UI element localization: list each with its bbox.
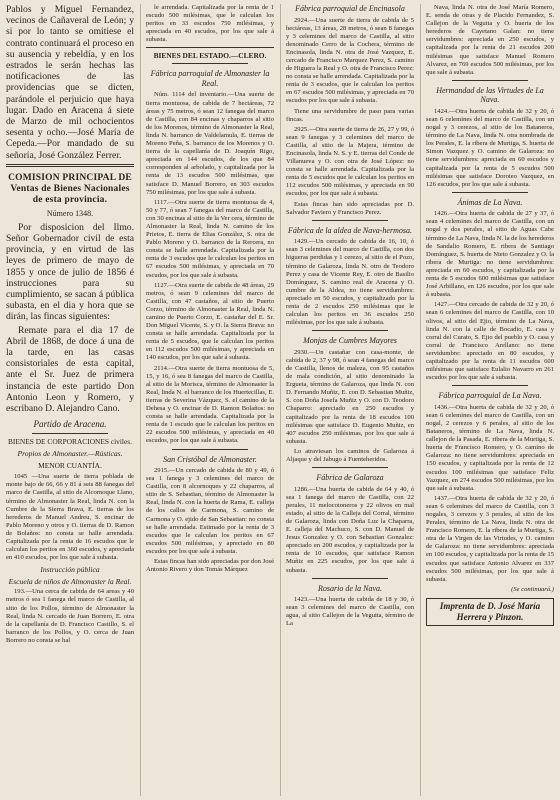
- nava-hermosa-heading: Fábrica de la aldea de Nava-hermosa.: [288, 225, 412, 235]
- divider: [452, 80, 529, 81]
- san-cristobal-heading: San Cristóbal de Almonaster.: [163, 454, 257, 464]
- lot-continuation: le arrendada. Capitalizada por la renta de 1 escudo 500 milésimas, que le calculan los peritos en 33 escudos 750 milésimas, y apreciada en 40 escudos, por los que sale á subasta.: [146, 4, 274, 44]
- menor-cuantia-heading: MENOR CUANTÍA.: [38, 461, 102, 471]
- lot-entry: 1423.—Una huerta de cabida de 18 y 30, ó sean 3 celemines del marco de Castilla, con agua, al sitio Callejon de la Veguita, término de La: [286, 596, 414, 628]
- encinasola-heading: Fábrica parroquial de Encinasola: [295, 4, 405, 13]
- notice-number: Número 1348.: [46, 208, 94, 218]
- lot-entry: 1127.—Otra suerte de cabida de 48 áreas, 29 metros, ó sean 9 celemines del marco de Castilla, con 47 castaños, al sitio de Puerto Corzo, término de Almonaster la Real, linda N. camino de Puerto Corzo, E. castañar del E. Sr. Don Miguel Vicente, S. y O. la Sierra Brava: no consta se halle arrendada. Capitalizada por la renta de 5 escudos, que le calculan los peritos en 112 escudos 500 milésimas, y apreciada en 140 escudos, por los que sale á subasta.: [146, 281, 274, 362]
- divider: [32, 433, 109, 434]
- escuela-heading: Escuela de niños de Almonaster la Real.: [8, 577, 132, 587]
- divider: [146, 47, 274, 48]
- divider: [312, 330, 389, 331]
- rosario-heading: Rosario de la Nava.: [318, 583, 382, 593]
- lot-entry: 2930.—Un castañar con casa-monte, de cabida de 2, 37 y 98, ó sean 4 fanegas del marco de Castilla, llenos de maleza, con 95 castaños de mala condición, al sitio denominado la Ergueta, término de Galaroza, que linda N. con D. Fernando Muñiz, E. con D. Sebastian Muñiz, S. con Doña Josefa Muñiz y O. con D. Teodoro Chaparro: apreciado en 250 escudos y capitalizado por la renta de 18 escudos 100 milésimas que satisface D. Eugenio Muñiz, en 407 escudos 250 milésimas, por los que sale á subasta.: [286, 348, 414, 445]
- instruccion-heading: Instrucción pública: [40, 565, 100, 575]
- divider: [312, 220, 389, 221]
- section-divider: [6, 164, 134, 167]
- notice-body: Por disposicion del Ilmo. Señor Gobernador civil de esta provincia, y en virtud de las leyes de primero de mayo de 1855 y once de julio de 1856 é instrucciones para su cumplimiento, se sacan á pública subasta, en el dia y hora que se dirán, las fincas siguientes:: [6, 221, 134, 323]
- lot-entry: 1117.—Otra suerte de tierra montuosa de 4, 50 y 77, ó sean 7 fanegas del marco de Castilla, con 30 encinas al sitio de la Ver cera, término de Almonaster la Real, linda N. camino de los Prietos, E. tierra de Elias González, S. otra de Pablo Moreno y O. barranco de la Rercera, no consta se halle arrendada. Capitalizada por la renta de 3 escudos que le calculan los peritos en 67 escudos 500 milésimas, y apreciada en 70 escudos, por los que sale á subasta.: [146, 198, 274, 279]
- intro-paragraph: Pablos y Miguel Fernandez, vecinos de Cañaveral de León; y si por lo tanto se omitiese el contrato continuará el proceso en su ausencia y rebeldía, y en los estrados le serán hechas las notificaciones de las providencias que se dicten, parándole el perjuicio que haya lugar. Dado en Aracena á siete de Marzo de mil ochocientos sesenta y ocho.—José María de Cepeda.—Por mandado de su señoría, José González Ferrer.: [6, 4, 134, 161]
- bienes-estado-heading: BIENES DEL ESTADO.—CLERO.: [153, 51, 267, 61]
- appraiser-note: Estas fincas han sido apreciadas por D. Salvador Faviero y Francisco Perez.: [286, 200, 414, 216]
- servidumbre-note: Tiene una servidumbre de paso para varias fincas.: [286, 107, 414, 123]
- lot-entry: 193.—Una cerca de cabida de 64 areas y 40 metros ó sea 1 fanega del marco de Castilla, al sitio de los Pollos, término de Almonaster la Real, linda N. cercado de Juan Borrero, E. otra de la capellanía de D. Francisco Castillo, S. el barranco de los Pollos, y O. cerca de Juan Borrero no consta se hal: [6, 588, 134, 644]
- fabrica-almonaster-heading: Fábrica parroquial de Almonaster la Real.: [150, 69, 270, 88]
- divider: [172, 449, 249, 450]
- partido-heading: Partido de Aracena.: [33, 419, 107, 430]
- lot-entry: 1424.—Otra huerta de cabida de 32 y 20, ó sean 6 celemines del marco de Castilla, con un nogal y 3 cerezos, al sitio de los Bataneros, término de La Nava, linda N. otra nombrada de los Perales, E. la ribera de Murtiga, S. huerta de Simon Vazquez y O. camino de Galaroza: no tiene servidumbres: apreciada en 60 escudos y capitalizada por la renta de 5 escudos 500 milésimas que satisface Doroteo Vazquez, en 126 escudos, por los que sale á subasta.: [426, 107, 554, 188]
- lot-entry: 2924.—Una suerte de tierra de cabida de 5 hectáreas, 13 áreas, 28 metros, ó sean 8 fanegas y 3 celemines del marco de Castilla, al sitio denominado Cerro de la Cochera, término de Encinasola, linda N. otra de José Vazquez, E. cercado de Francisco Marquez Perez, S. camino de Higuera la Real y O. otra de Francisco Perez: no consta se halle arrendada. Capitalizada por la renta de 3 escudos, que le calculan los peritos en 67 escudos 500 milésimas, y apreciada en 70 escudos por los que sale á subasta.: [286, 16, 414, 105]
- divider: [312, 578, 389, 579]
- lot-entry: 1429.—Un cercado de cabida de 16, 10, ó sean 3 celemines del marco de Castilla, con dos higueras perdidas y 1 cerezo, al sitio de el Pozo, término de Galaroza, linda N. otro de Teodoro Perez y casa de Vicente Rey, E. otro de Basilio Domínguez, S. camino real de Aracena y O. cumbre de la Aldea, no tiene servidumbres: apreciado en 50 escudos, y capitalizado por la renta de 2 escudos 250 milésimas que le calculan los peritos en 36 escudos 250 milésimas, por los que sale á subasta.: [286, 238, 414, 327]
- column-2: [140, 4, 274, 796]
- bienes-heading: BIENES DE CORPORACIONES civiles.: [7, 437, 132, 447]
- appraiser-note: Estas fincas han sido apreciadas por don José Antonio Rivero y don Tomás Márquez: [146, 558, 274, 574]
- printer-imprint: Imprenta de D. José María Herrera y Pinzon.: [426, 598, 554, 626]
- column-1: [6, 4, 134, 796]
- caminos-note: Lo atraviesan los caminos de Galaroza á Aljaque y del Jabugo á Fuenteheridos.: [286, 447, 414, 463]
- column-4: [420, 4, 554, 796]
- continuation-note: (Se continuará.): [511, 585, 554, 593]
- lot-entry: 1427.—Otra cercado de cabida de 32 y 20, ó sean 6 celemines del marco de Castilla, con 10 olivos, al sitio del Ejio, término de La Nava, linda N. con la calle de Bocadio, E. casa y corral del Curato, S. Ejio del pueblo y O. casa y corral de Francisco Arellano: no tiene servidumbre: apreciado en 80 escudos, y capitalizado por la renta de 11 escudos 600 milésimas que satisface Eulalio Navarro en 261 escudos por los que sale á subasta.: [426, 301, 554, 382]
- lot-entry: Núm. 1114 del inventario.—Una suerte de tierra montuosa, de cabida de 7 hectáreas, 72 áreas y 75 metros, ó sean 12 fanegas del marco de Castilla, con 84 encinas y chaparros al sitio de los Morenos, término de Almonaster la Real, linda N. barranco de Valdelamula, E. tierras de Moreno Peña, S. barranco de los Morenos y O. tierra de la capellanía de D. Joaquín Rigo, apreciada en 144 escudos, de los que 84 corresponden al arbolado, y capitalizada por la renta de 13 escudos 500 milésimas, que satisface D. Manuel Borrero, en 303 escudos 750 milésimas, por los que sale á subasta.: [146, 91, 274, 196]
- lot-continuation: Nava, linda N. otra de José María Romero, E. senda de otras y de Placido Fernandez, S. Callejon de la Veguita y O. huerta de los herederos de Cayetano Galan: no tiene servidumbres: apreciada en 250 escudos, y capitalizada por la renta de 21 escudos 200 milésimas que satisface Manuel Romero Alvarez, en 769 escudos 500 milésimas, por los que sale á subasta.: [426, 4, 554, 76]
- galaroza-heading: Fábrica de Galaroza: [316, 473, 384, 483]
- lot-entry: 2114.—Otra suerte de tierra montuosa de 5, 15, y 16, ó sea 8 fanegas del marco de Castilla, al sitio de la Morisca, término de Almonaster la Real, linda N. el barranco de los Huertecillas, E. tierras de Severina Vázquez, S. el camino de la Dehesa y O. encinar de D. Ramon Bolaños: no consta se halle arrendada. Capitalizada por la renta de 1 escudo que le calculan los peritos en 22 escudos 500 milésimas, y apreciada en 40 escudos, por los que sale á subasta.: [146, 364, 274, 445]
- lot-entry: 2915.—Un cercado de cabida de 80 y 49, ó sea 1 fanega y 3 celemines del marco de Castilla, con 8 alcornoques y 22 chaparros, al sitio de S. Sebastian, término de Almonaster la Real, linda N. con la huerta de Rama, E. calleja de los callos de Carmona, S. camino de Carmona y O. ejido de San Sebastian: no consta se halle arrendada. Estimado por la renta de 3 escudos que le calculan los peritos en 67 escudos 500 milésimas, y apreciado en 80 escudos por los que sale á subasta.: [146, 467, 274, 555]
- propios-heading: Propios de Almonaster.—Rústicas.: [17, 449, 123, 459]
- lot-entry: 1426.—Otra huerta de cabida de 27 y 37, ó sean 4 celemines del marco de Castilla, con un nogal y dos perales, al sitio de Aguas Cabe término de La Nava, linda N. la de los herederos de Sandalio Romero, E. ribera de Santiago Domínguez, S. huerta de Nieto Gonzalez y O. la ribera de Murtiga: no tiene servidumbres: apreciada en 60 escudos, y capitalizada por la renta de 5 escudos 600 milésimas que satisface José Arbillano, en 126 escudos, por los que sale á subasta.: [426, 210, 554, 299]
- commission-heading: COMISION PRINCIPAL DE Ventas de Bienes Nacionales de esta provincia.: [8, 172, 132, 205]
- lot-entry: 2925.—Otra suerte de tierra de 26, 27 y 99, ó sean 9 fanegas y 3 celemines del marco de Castilla, al sitio de la Majera, término de Encinasola, linda N. S. y E. tierras del Conde de Villanueva y O. con otra de José López: no consta se halle arrendada. Capitalizada por la renta de 5 escudos que le calculan los peritos en 112 escudos 500 milésimas, y apreciada en 90 escudos, por los que sale á subasta.: [286, 125, 414, 198]
- lot-entry: 1437.—Otra huerta de cabida de 32 y 20, ó sean 6 celemines del marco de Castilla, con 3 nogales, 3 cerezos y 3 perales, al sitio de los Perales, término de La Nava, linda N. otra de Francisco Romero, E. la ribera de la Murtiga, S. otra de la Virgen de las Virtudes, y O. camino de Galaroza: no tiene servidumbres: apreciada en 100 escudos, y capitalizada por la renta de 15 escudos que satisface Antonio Alvarez en 337 escudos 500 milésimas, por los que sale á subasta.: [426, 494, 554, 583]
- monjas-heading: Monjas de Cumbres Mayores: [303, 336, 397, 346]
- lot-entry: 1436.—Otra huerta de cabida de 32 y 20, ó sean 6 celemines del marco de Castilla, con un nogal, 2 cerezos y 6 perales, al sitio de los Bataneros, término de La Nava, linda N. callejon de la Pasada, E. ribera de la Murtiga, S. huerta de Francisco Romero, y O. camino de Galaroza: no tiene servidumbres: apreciada en 150 escudos, y capitalizada por la renta de 12 escudos 100 milésimas que satisface Feliz Vazquez, en 274 escudos 500 milésimas, por los que sale á subasta.: [426, 403, 554, 492]
- hermandad-heading: Hermandad de las Virtudes de La Nava.: [436, 85, 544, 105]
- animas-heading: Ánimas de La Nava.: [457, 197, 523, 207]
- fabrica-nava-heading: Fábrica parroquial de La Nava.: [438, 391, 542, 401]
- auction-date: Remate para el dia 17 de Abril de 1868, de doce á una de la tarde, en las casas consistoriales de esta capital, ante el Sr. Juez de primera instancia de este partido Don Antonio Leon y Romero, y escribano D. Alejandro Cano.: [6, 324, 134, 415]
- lot-entry: 1286.—Una huerta de cabida de 64 y 40, ó sea 1 fanega del marco de Castilla, con 22 perales, 11 melocotoneros y 22 olivos en mal estado, al sitio de la Calleja del Corral, término de Galaroza, linda con Doña Luz la Chaparra, E. calleja del Machuco, S. con D. Manuel de Jesus Gonzalez y O. con Sebastian Gonzalez: apreciado en 200 escudos, y capitalizada por la renta de 10 escudos, que satisface Ramon Muñiz en 225 escudos, por los que sale á subasta.: [286, 485, 414, 574]
- divider: [452, 385, 529, 386]
- lot-entry: 1045 —Una suerte de tierra poblada de monte bajo de 66, 66 y 81 á seis 88 fanegas del marco de Castilla, al sitio de Alcornoque Llano, término de Almonaster la Real, linda N. con la Cumbre de la Sierra Brava, E. tierras de los herederos de Manuel Andreu, S. encinar de Pablo Moreno y otros y O. tierras de D. Ramon de Bolaños: no consta se halle arrendada. Capitalizada por la renta de 16 escudos que le calculan los peritos en 360 escudos, y apreciada en 410 escudos, por los que sale á subasta.: [6, 473, 134, 562]
- divider: [312, 467, 389, 468]
- divider: [452, 192, 529, 193]
- divider: [172, 63, 249, 64]
- column-3: [280, 4, 414, 796]
